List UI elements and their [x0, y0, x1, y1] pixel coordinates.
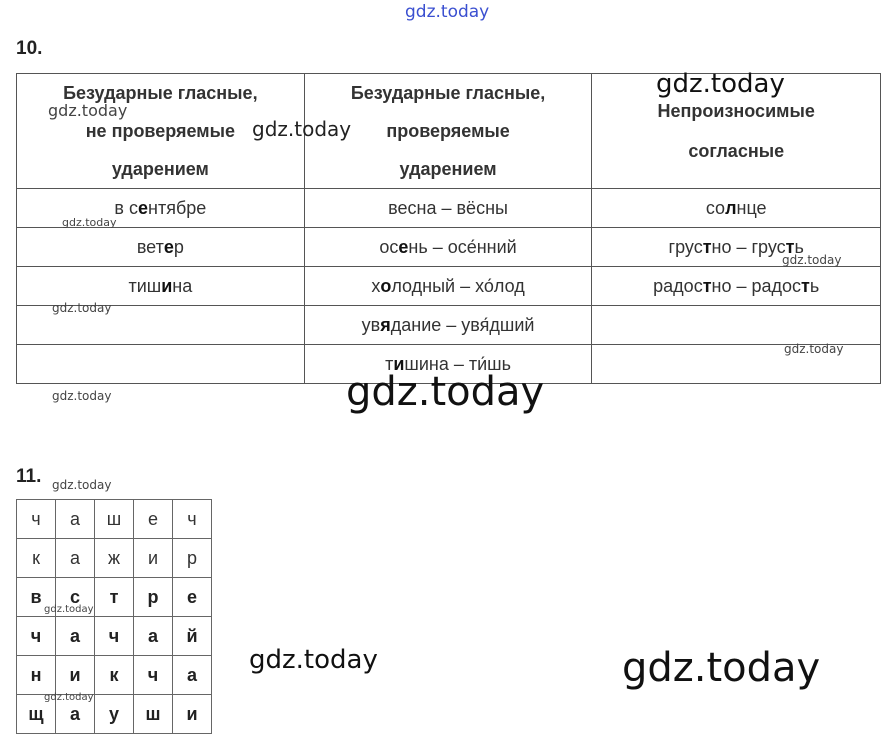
- word-part: грус: [668, 236, 703, 257]
- grid-letter: а: [173, 656, 212, 695]
- header-line: проверяемые: [386, 121, 510, 141]
- grid-letter: и: [56, 656, 95, 695]
- grid-letter: в: [17, 578, 56, 617]
- highlighted-letter: е: [138, 197, 149, 218]
- grid-letter: ч: [95, 617, 134, 656]
- grid-letter: р: [173, 539, 212, 578]
- table-cell: [17, 228, 305, 267]
- grid-row: [17, 500, 212, 539]
- table-cell: [17, 189, 305, 228]
- highlighted-letter: и: [161, 275, 173, 296]
- highlighted-letter: т: [785, 236, 795, 257]
- grid-letter: ш: [95, 500, 134, 539]
- word-part: в с: [114, 197, 138, 218]
- grid-letter: е: [134, 500, 173, 539]
- grid-letter: ч: [17, 617, 56, 656]
- table-cell: [304, 189, 592, 228]
- grid-letter: ч: [173, 500, 212, 539]
- grid-letter: а: [56, 695, 95, 734]
- exercise-11-number: 11.: [16, 466, 42, 487]
- exercise-10-table: [16, 69, 881, 384]
- word-part: нце: [736, 197, 767, 218]
- highlighted-letter: е: [398, 236, 409, 257]
- highlighted-letter: я: [380, 314, 391, 335]
- grid-letter: ж: [95, 539, 134, 578]
- watermark: gdz.today: [249, 645, 378, 675]
- grid-letter: е: [173, 578, 212, 617]
- word-part: дание – увя́дший: [390, 314, 535, 335]
- watermark: gdz.today: [405, 2, 490, 22]
- grid-row: [17, 617, 212, 656]
- word-part: нь – осе́нний: [408, 236, 517, 257]
- grid-letter: а: [56, 617, 95, 656]
- watermark: gdz.today: [622, 645, 821, 691]
- watermark: gdz.today: [62, 216, 117, 229]
- grid-letter: к: [95, 656, 134, 695]
- word-part: ь: [794, 236, 804, 257]
- grid-letter: ш: [134, 695, 173, 734]
- word-part: лодный – хо́лод: [391, 275, 525, 296]
- word-part: со: [705, 197, 726, 218]
- highlighted-letter: л: [725, 197, 737, 218]
- exercise-10-number: 10.: [16, 38, 43, 59]
- watermark: gdz.today: [52, 301, 112, 315]
- word-part: вет: [136, 236, 164, 257]
- highlighted-letter: т: [801, 275, 810, 296]
- word-part: ув: [361, 314, 381, 335]
- header-line: согласные: [688, 141, 785, 161]
- grid-letter: с: [56, 578, 95, 617]
- word-part: но – грус: [711, 236, 786, 257]
- header-line: Безударные гласные,: [63, 83, 258, 103]
- watermark: gdz.today: [784, 342, 844, 356]
- grid-row: [17, 539, 212, 578]
- highlighted-letter: и: [393, 353, 405, 374]
- word-part: ос: [379, 236, 399, 257]
- word-part: шина – ти́шь: [404, 353, 511, 374]
- grid-letter: ч: [134, 656, 173, 695]
- watermark: gdz.today: [44, 604, 94, 615]
- grid-letter: а: [134, 617, 173, 656]
- grid-letter: й: [173, 617, 212, 656]
- word-part: но – радос: [711, 275, 802, 296]
- word-part: х: [371, 275, 381, 296]
- word-part: весна – вёсны: [388, 197, 508, 218]
- table-cell: [17, 267, 305, 306]
- word-part: т: [385, 353, 394, 374]
- table-cell: [304, 306, 592, 345]
- table-row: [17, 306, 881, 345]
- table-cell: [592, 306, 881, 345]
- table-cell: [592, 189, 881, 228]
- grid-letter: щ: [17, 695, 56, 734]
- watermark: gdz.today: [252, 117, 352, 141]
- grid-letter: у: [95, 695, 134, 734]
- word-part: радос: [653, 275, 703, 296]
- highlighted-letter: т: [702, 275, 712, 296]
- watermark: gdz.today: [48, 101, 128, 120]
- watermark: gdz.today: [52, 478, 112, 492]
- grid-letter: н: [17, 656, 56, 695]
- table-cell: [592, 267, 881, 306]
- word-part: на: [172, 275, 193, 296]
- grid-letter: а: [56, 500, 95, 539]
- watermark: gdz.today: [782, 253, 842, 267]
- grid-letter: и: [134, 539, 173, 578]
- highlighted-letter: о: [380, 275, 392, 296]
- grid-letter: а: [56, 539, 95, 578]
- watermark: gdz.today: [52, 389, 112, 403]
- header-line: Непроизносимые: [657, 101, 815, 121]
- table-row: [17, 228, 881, 267]
- table-cell: [304, 267, 592, 306]
- word-part: р: [173, 236, 184, 257]
- header-line: Безударные гласные,: [350, 83, 546, 103]
- table-cell: [304, 228, 592, 267]
- grid-row: [17, 656, 212, 695]
- grid-letter: к: [17, 539, 56, 578]
- header-line: ударением: [399, 159, 497, 179]
- table-row: [17, 267, 881, 306]
- watermark: gdz.today: [44, 692, 94, 703]
- watermark: gdz.today: [656, 69, 785, 99]
- highlighted-letter: е: [163, 236, 174, 257]
- grid-letter: и: [173, 695, 212, 734]
- table-cell: [17, 345, 305, 384]
- watermark: gdz.today: [346, 369, 545, 415]
- grid-letter: ч: [17, 500, 56, 539]
- word-part: тиш: [128, 275, 162, 296]
- word-part: ь: [809, 275, 820, 296]
- grid-letter: т: [95, 578, 134, 617]
- header-line: не проверяемые: [85, 121, 236, 141]
- word-part: нтябре: [148, 197, 207, 218]
- table-row: [17, 189, 881, 228]
- highlighted-letter: т: [702, 236, 712, 257]
- header-line: ударением: [111, 159, 209, 179]
- grid-letter: р: [134, 578, 173, 617]
